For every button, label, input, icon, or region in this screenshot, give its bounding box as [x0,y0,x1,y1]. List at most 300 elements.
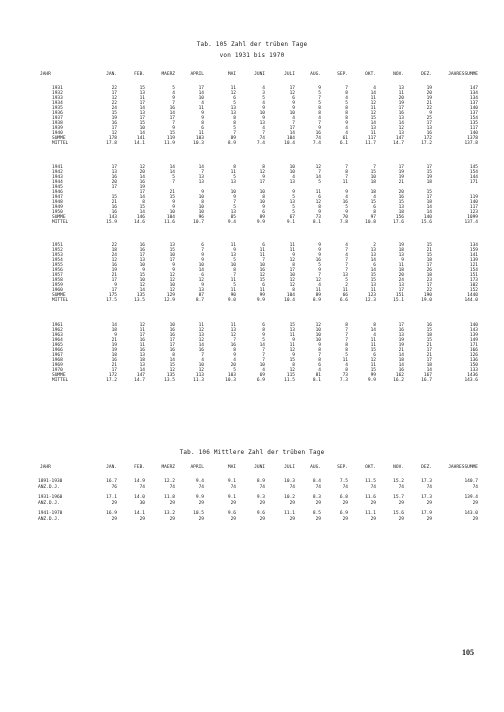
table-cell: 12 [169,278,175,283]
table-cell: 141 [136,136,145,141]
table-row [0,298,504,304]
table-cell: 21 [169,190,175,195]
table-cell: 136 [469,358,478,363]
table-cell: 7 [172,180,175,185]
table-cell: 12 [139,165,145,170]
table-cell: 141 [469,253,478,258]
table-cell: 11 [259,248,265,253]
table-cell: 11 [289,243,295,248]
table-cell: 14 [398,121,404,126]
table-cell: 8 [345,116,348,121]
table-cell: 74 [398,485,404,490]
table-cell: 7 [345,263,348,268]
table-cell: 1960 [52,288,63,293]
table-cell: 20 [230,363,236,368]
table-cell: 13 [139,353,145,358]
table-cell: 17 [198,86,204,91]
table-cell: 15 [370,278,376,283]
table-cell: 11 [398,263,404,268]
table-cell: 6 [262,323,265,328]
table-cell: 10 [169,253,175,258]
table-cell: 14.0 [134,495,145,500]
table-cell: 21 [111,273,117,278]
table-cell: 7 [262,353,265,358]
table-cell: 9 [318,86,321,91]
table-cell: 7 [201,353,204,358]
table-cell: 9.1 [286,220,295,225]
table-cell: 8 [233,121,236,126]
table-cell: 12 [198,368,204,373]
table-cell: 135 [136,293,145,298]
table-cell: 6 [233,96,236,101]
table-cell: 9 [262,175,265,180]
table-cell: 14 [315,175,321,180]
table-cell: 19 [398,343,404,348]
table-cell: 8 [318,205,321,210]
table-cell: 13 [230,106,236,111]
table-cell: 12 [370,111,376,116]
table-cell: 13 [111,170,117,175]
table-cell: 15 [169,363,175,368]
column-header: OKT. [365,72,376,77]
table-cell: 69 [259,373,265,378]
table-cell: 15 [426,253,432,258]
table-cell: 15 [289,358,295,363]
table-cell: 10 [259,363,265,368]
table-cell: 19 [139,185,145,190]
table-cell: 7 [345,175,348,180]
table-cell: 144.0 [464,298,478,303]
table-cell: 8.7 [195,298,204,303]
table-cell: 140 [469,106,478,111]
table-cell: 4 [201,101,204,106]
table-cell: 8 [345,91,348,96]
table-cell: 14 [198,165,204,170]
table-cell: 10 [289,165,295,170]
table-cell: 15 [370,273,376,278]
table-cell: 1436 [467,373,478,378]
table-cell: 18 [426,200,432,205]
table-cell: 150 [469,363,478,368]
table-cell: ANZ.D.J. [38,517,60,522]
table-cell: 1440 [467,293,478,298]
table-cell: 4 [233,358,236,363]
table-cell: 19 [426,96,432,101]
table-cell: 11 [370,96,376,101]
table-cell: 17 [289,268,295,273]
table-cell: 139 [469,333,478,338]
table-cell: 10.2 [284,495,295,500]
table-cell: 11 [139,328,145,333]
table-cell: 154 [469,268,478,273]
table-cell: 9 [318,126,321,131]
table-cell: 16 [426,323,432,328]
table-cell: 12 [289,91,295,96]
table-cell: 12 [315,200,321,205]
table-row [0,220,504,226]
table-cell: 15.1 [393,298,404,303]
table-cell: 13 [230,180,236,185]
table-cell: 8 [262,165,265,170]
table-cell: 21 [426,343,432,348]
table-cell: 14 [139,106,145,111]
table-cell: 17.9 [421,511,432,516]
table-cell: 117 [367,136,376,141]
table-cell: 9 [172,200,175,205]
table-cell: 74 [198,485,204,490]
table-cell: 74 [370,485,376,490]
table-cell: 17.2 [106,378,117,383]
table-cell: 97 [370,215,376,220]
table-cell: 6 [318,363,321,368]
table-cell: 172 [108,373,117,378]
table-cell: 11 [370,343,376,348]
table-cell: 9 [318,248,321,253]
table-cell: 29 [315,501,321,506]
table-cell: 15 [426,170,432,175]
table-cell: 6 [373,263,376,268]
table-cell: 9 [172,268,175,273]
table-cell: 18 [398,210,404,215]
table-cell: ANZ.D.J. [38,501,60,506]
table-cell: 8 [292,288,295,293]
table-cell: 8.3 [312,495,321,500]
table-cell: 17.1 [106,495,117,500]
table-cell: 7 [345,165,348,170]
table-cell: 11 [230,86,236,91]
table-cell: 12 [259,273,265,278]
table-cell: 16 [139,248,145,253]
table-cell: 4 [318,283,321,288]
table-cell: 8 [318,348,321,353]
table-cell: 154 [469,170,478,175]
table-cell: 10 [315,333,321,338]
table-cell: 7 [262,348,265,353]
table-cell: 5 [345,205,348,210]
table-cell: 1946 [52,190,63,195]
table-cell: 1935 [52,106,63,111]
table-cell: 12 [139,323,145,328]
table-cell: 171 [469,180,478,185]
table-cell: 74 [230,485,236,490]
table-cell: 21 [426,101,432,106]
table-cell: 167 [423,373,432,378]
table-cell: 10.7 [193,220,204,225]
table-cell: 16 [111,358,117,363]
table-cell: 6 [262,283,265,288]
table-cell: 16 [426,131,432,136]
table-cell: 16 [230,343,236,348]
table-cell: 1962 [52,328,63,333]
table-cell: 7 [262,131,265,136]
table-cell: 7 [233,131,236,136]
table-cell: 9 [292,253,295,258]
column-header: JAHRESSUMME [448,72,478,77]
table-cell: 1961 [52,323,63,328]
table-cell: 11 [398,91,404,96]
table-cell: 12 [139,283,145,288]
table-row [0,378,504,384]
table-cell: 1949 [52,205,63,210]
table-cell: 29 [169,517,175,522]
table-cell: 11 [315,190,321,195]
table-cell: 1931-1960 [38,495,63,500]
table-cell: 74 [259,485,265,490]
table-cell: 9 [172,263,175,268]
table-cell: 7 [262,358,265,363]
table-cell: 17 [169,258,175,263]
table-cell: 29 [139,517,145,522]
table-cell: 15 [426,190,432,195]
table-cell: 13 [230,111,236,116]
table-cell: 9.9 [256,220,265,225]
table-cell: 12 [230,333,236,338]
column-header: FEB. [134,465,145,470]
table-cell: 5 [233,126,236,131]
table-105-title: Tab. 105 Zahl der trüben Tage [196,41,308,48]
table-cell: 14 [139,175,145,180]
table-cell: 6.6 [339,298,348,303]
column-header: APRIL [190,72,204,77]
table-cell: 10 [259,190,265,195]
table-cell: 17 [289,126,295,131]
table-cell: 11 [342,358,348,363]
table-cell: 74 [315,485,321,490]
table-105-subtitle: von 1931 bis 1970 [219,52,285,59]
table-cell: 19 [398,338,404,343]
table-cell: 119 [469,195,478,200]
table-cell: 16 [169,328,175,333]
table-cell: 12 [111,131,117,136]
table-cell: 13 [289,328,295,333]
table-cell: 11 [230,278,236,283]
table-cell: 29 [370,501,376,506]
table-cell: 14 [198,343,204,348]
table-cell: 1099 [467,215,478,220]
table-cell: 135 [166,373,175,378]
table-cell: 74 [139,485,145,490]
table-cell: 13 [289,180,295,185]
table-header-row [0,465,504,471]
table-cell: 1968 [52,358,63,363]
table-cell: 115 [286,373,295,378]
table-cell: 137 [469,111,478,116]
table-cell: 15 [169,195,175,200]
table-cell: 9 [262,333,265,338]
table-cell: 140 [469,131,478,136]
table-cell: 12 [198,328,204,333]
table-cell: 17 [259,180,265,185]
table-cell: 143 [469,328,478,333]
table-cell: 9 [114,283,117,288]
table-cell: 7 [373,165,376,170]
table-cell: 8 [345,343,348,348]
table-cell: 5 [233,175,236,180]
table-cell: 17 [169,343,175,348]
table-cell: 13 [230,328,236,333]
table-cell: 19 [398,175,404,180]
table-cell: 10 [198,96,204,101]
table-cell: 17 [426,348,432,353]
table-cell: 19 [398,101,404,106]
table-cell: 14 [370,258,376,263]
table-cell: 6 [201,243,204,248]
table-cell: 21 [398,180,404,185]
table-cell: 137.4 [464,220,478,225]
column-header: MAERZ [161,465,175,470]
table-cell: 7 [233,338,236,343]
table-cell: 113 [195,373,204,378]
table-cell: 4 [318,116,321,121]
table-cell: 15 [139,273,145,278]
table-cell: 22 [111,101,117,106]
table-cell: 11 [139,96,145,101]
table-cell: 10 [259,111,265,116]
table-cell: 4 [292,175,295,180]
table-cell: 17 [139,101,145,106]
table-cell: 2 [373,243,376,248]
table-cell: 12.9 [164,298,175,303]
table-cell: 1936 [52,111,63,116]
table-cell: 15 [289,323,295,328]
table-cell: 29 [111,501,117,506]
table-cell: 20 [398,96,404,101]
table-cell: 104 [166,215,175,220]
table-cell: 74 [315,136,321,141]
table-cell: 13 [398,86,404,91]
table-cell: 9 [401,258,404,263]
table-cell: 10 [139,263,145,268]
table-cell: 149 [469,338,478,343]
table-cell: 14 [289,131,295,136]
table-cell: 15 [139,205,145,210]
table-cell: 4 [318,368,321,373]
table-cell: 16 [111,263,117,268]
table-cell: 15.6 [393,511,404,516]
table-cell: 22 [426,288,432,293]
table-cell: 11 [289,343,295,348]
table-cell: 11 [342,288,348,293]
table-cell: 16.7 [421,378,432,383]
table-cell: 4 [345,363,348,368]
table-cell: 1955 [52,263,63,268]
table-cell: 126 [469,353,478,358]
table-cell: 7 [345,328,348,333]
table-cell: 102 [469,283,478,288]
table-cell: 19 [111,343,117,348]
table-cell: 29 [315,517,321,522]
table-cell: 4 [373,333,376,338]
table-cell: 123 [469,210,478,215]
table-cell: 1957 [52,273,63,278]
column-header: JUNI [254,72,265,77]
table-cell: 8 [318,111,321,116]
table-cell: 19 [398,243,404,248]
table-cell: 17 [111,185,117,190]
table-cell: 13 [139,91,145,96]
table-cell: 143 [108,215,117,220]
table-cell: 15 [426,338,432,343]
table-cell: 135 [469,121,478,126]
table-cell: 152 [469,288,478,293]
table-cell: 134 [469,96,478,101]
table-cell: 5 [292,195,295,200]
table-cell: 1938 [52,121,63,126]
table-cell: 74 [169,485,175,490]
column-header: JAN. [106,72,117,77]
column-header: NOV. [393,465,404,470]
table-cell: 13 [230,210,236,215]
table-cell: 5 [292,210,295,215]
table-cell: 14 [169,358,175,363]
table-cell: 5 [172,175,175,180]
table-cell: 11 [370,288,376,293]
table-cell: 11.1 [284,511,295,516]
table-cell: 5 [233,283,236,288]
table-row [0,517,504,523]
table-cell: 17.3 [421,495,432,500]
table-cell: 21 [111,363,117,368]
table-cell: 9 [201,190,204,195]
table-cell: 17 [426,283,432,288]
table-cell: 24 [111,253,117,258]
table-cell: 22 [426,106,432,111]
table-106-title: Tab. 106 Mittlere Zahl der trüben Tage [179,449,325,456]
table-cell: 9 [201,258,204,263]
table-cell: 17 [111,288,117,293]
table-cell: 6 [262,243,265,248]
table-cell: 1966 [52,348,63,353]
table-cell: 1953 [52,253,63,258]
table-cell: 6 [373,353,376,358]
table-cell: 1941-1970 [38,511,63,516]
table-cell: 4 [345,131,348,136]
table-cell: 5 [345,278,348,283]
table-cell: 18 [426,258,432,263]
table-cell: 14.1 [134,511,145,516]
table-cell: 17 [398,323,404,328]
table-cell: 10 [315,338,321,343]
table-cell: 119 [166,136,175,141]
table-cell: 11 [230,288,236,293]
table-cell: 17 [398,106,404,111]
table-cell: 7 [172,101,175,106]
table-cell: 8.1 [312,378,321,383]
table-cell: 9.4 [195,479,204,484]
table-cell: 8 [345,368,348,373]
table-cell: 29 [198,517,204,522]
table-cell: 99 [259,293,265,298]
table-cell: 14 [169,111,175,116]
table-cell: 7 [345,333,348,338]
table-cell: 89 [230,136,236,141]
table-cell: 14 [398,353,404,358]
table-cell: 10 [139,126,145,131]
table-cell: 15 [169,131,175,136]
table-cell: 171 [469,343,478,348]
table-cell: 9 [292,338,295,343]
table-cell: 16 [259,268,265,273]
table-cell: 16.7 [106,479,117,484]
table-cell: 10 [230,263,236,268]
table-cell: 5 [262,338,265,343]
table-cell: 147 [469,86,478,91]
table-cell: 104 [286,136,295,141]
table-cell: 4 [345,253,348,258]
column-header: DEZ. [421,465,432,470]
table-cell: 11 [139,343,145,348]
table-cell: 29 [230,517,236,522]
